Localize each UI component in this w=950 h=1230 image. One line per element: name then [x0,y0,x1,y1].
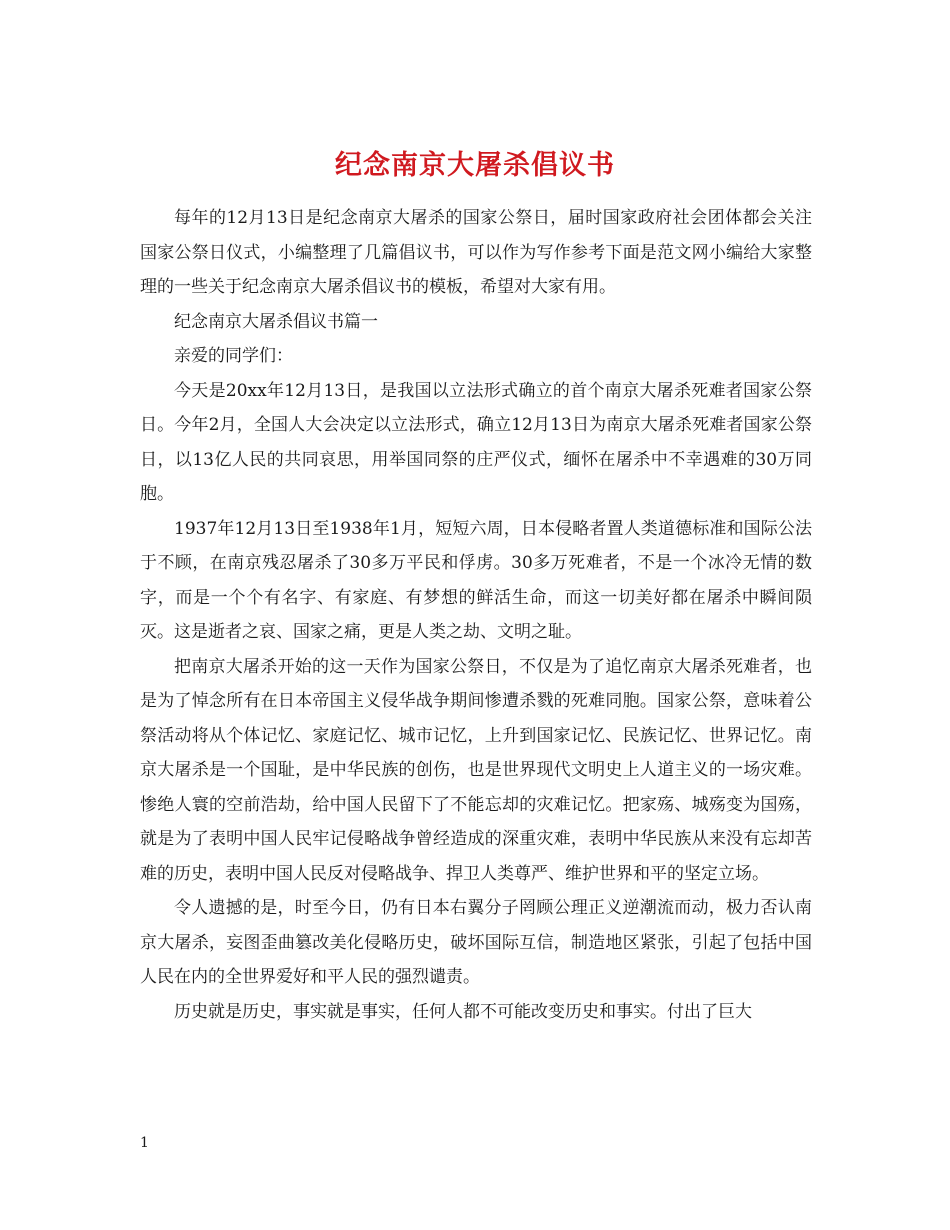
body-paragraph: 1937年12月13日至1938年1月，短短六周，日本侵略者置人类道德标准和国际公法于不顾，在南京残忍屠杀了30多万平民和俘虏。30多万死难者，不是一个冰冷无情的数字，而是一个个有名字、有家庭、有梦想的鲜活生命，而这一切美好都在屠杀中瞬间陨灭。这是逝者之哀、国家之痛，更是人类之劫、文明之耻。 [140,518,812,642]
body-paragraph: 令人遗撼的是，时至今日，仍有日本右翼分子罔顾公理正义逆潮流而动，极力否认南京大屠杀，妄图歪曲篡改美化侵略历史，破坏国际互信，制造地区紧张，引起了包括中国人民在内的全世界爱好和平人民的强烈谴责。 [140,898,812,987]
section-heading: 纪念南京大屠杀倡议书篇一 [174,311,378,332]
page-number: 1 [140,1135,149,1151]
intro-paragraph: 每年的12月13日是纪念南京大屠杀的国家公祭日，届时国家政府社会团体都会关注国家公祭日仪式，小编整理了几篇倡议书，可以作为写作参考下面是范文网小编给大家整理的一些关于纪念南京大屠杀倡议书的模板，希望对大家有用。 [140,208,812,297]
body-paragraph: 今天是20xx年12月13日，是我国以立法形式确立的首个南京大屠杀死难者国家公祭日。今年2月，全国人大会决定以立法形式，确立12月13日为南京大屠杀死难者国家公祭日，以13亿人民的共同哀思，用举国同祭的庄严仪式，缅怀在屠杀中不幸遇难的30万同胞。 [140,380,812,504]
document-body [140,201,812,1029]
document-title: 纪念南京大屠杀倡议书 [335,150,615,182]
body-paragraph: 把南京大屠杀开始的这一天作为国家公祭日，不仅是为了追忆南京大屠杀死难者，也是为了悼念所有在日本帝国主义侵华战争期间惨遭杀戮的死难同胞。国家公祭，意味着公祭活动将从个体记忆、家庭记忆、城市记忆，上升到国家记忆、民族记忆、世界记忆。南京大屠杀是一个国耻，是中华民族的创伤，也是世界现代文明史上人道主义的一场灾难。惨绝人寰的空前浩劫，给中国人民留下了不能忘却的灾难记忆。把家殇、城殇变为国殇，就是为了表明中国人民牢记侵略战争曾经造成的深重灾难，表明中华民族从来没有忘却苦难的历史，表明中国人民反对侵略战争、捍卫人类尊严、维护世界和平的坚定立场。 [140,656,812,884]
body-paragraph: 历史就是历史，事实就是事实，任何人都不可能改变历史和事实。付出了巨大 [174,1001,752,1022]
salutation: 亲爱的同学们： [174,346,293,366]
